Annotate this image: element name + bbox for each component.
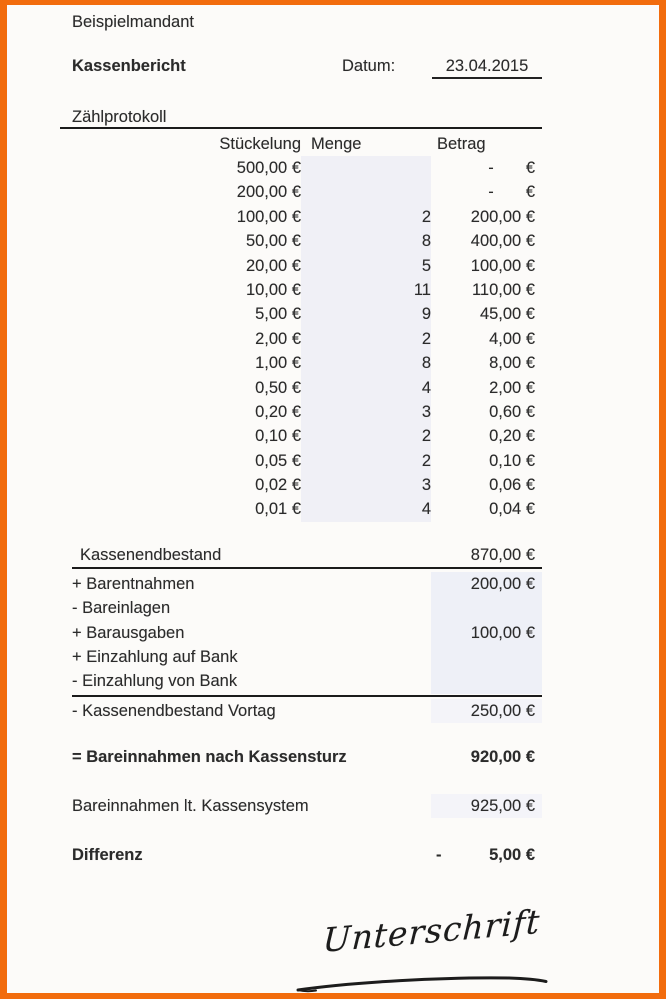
betrag-cell: 0,20 €	[489, 427, 535, 446]
row-differenz	[72, 843, 542, 867]
menge-cell: 4	[301, 497, 431, 521]
betrag-cell: 400,00 €	[470, 232, 535, 251]
row-amount: 920,00 €	[470, 748, 535, 767]
stueckelung-cell: 2,00 €	[255, 329, 301, 348]
betrag-cell: 4,00 €	[489, 329, 535, 348]
menge-cell: 9	[301, 302, 431, 326]
row-bareinlagen	[72, 596, 542, 620]
stueckelung-cell: 1,00 €	[255, 354, 301, 373]
row-amount: 925,00 €	[431, 794, 542, 818]
differenz-sign: -	[436, 845, 442, 864]
menge-cell: 8	[301, 351, 431, 375]
stueckelung-cell: 0,02 €	[255, 476, 301, 495]
stueckelung-cell: 100,00 €	[236, 207, 301, 226]
menge-cell: 5	[301, 254, 431, 278]
betrag-cell: 0,04 €	[489, 500, 535, 519]
row-bareinnahmen-kassensystem	[72, 794, 542, 818]
betrag-cell: 0,06 €	[489, 476, 535, 495]
differenz-value: 5,00 €	[489, 845, 535, 864]
row-label: Differenz	[72, 845, 143, 864]
counting-table	[72, 132, 542, 522]
row-label: Bareinnahmen lt. Kassensystem	[72, 796, 309, 815]
table-body	[72, 156, 542, 522]
betrag-cell: 110,00 €	[471, 280, 535, 299]
cash-operations-block	[72, 572, 542, 697]
betrag-cell: 0,60 €	[489, 402, 535, 421]
table-row	[72, 278, 542, 302]
betrag-cell: 2,00 €	[489, 378, 535, 397]
column-header-menge: Menge	[311, 135, 362, 153]
menge-cell: 4	[301, 376, 431, 400]
row-amount: 250,00 €	[431, 699, 542, 723]
stueckelung-cell: 0,20 €	[255, 402, 301, 421]
stueckelung-cell: 20,00 €	[245, 256, 301, 275]
betrag-cell: - €	[488, 183, 535, 202]
stueckelung-cell: 200,00 €	[236, 183, 301, 202]
row-barausgaben	[72, 621, 542, 645]
stueckelung-cell: 5,00 €	[255, 305, 301, 324]
betrag-cell: 200,00 €	[470, 207, 535, 226]
betrag-cell: - €	[488, 159, 535, 177]
stueckelung-cell: 10,00 €	[245, 280, 301, 299]
date-label: Datum:	[342, 57, 396, 75]
row-einzahlung-auf-bank	[72, 645, 542, 669]
menge-cell: 2	[301, 449, 431, 473]
client-name: Beispielmandant	[72, 13, 194, 31]
menge-cell: 8	[301, 229, 431, 253]
table-row	[72, 205, 542, 229]
row-amount: 100,00 €	[431, 621, 542, 645]
table-row	[72, 254, 542, 278]
row-amount	[431, 669, 542, 693]
row-label: + Barentnahmen	[72, 574, 195, 593]
betrag-cell: 0,10 €	[489, 451, 535, 470]
paper-sheet	[7, 5, 659, 993]
menge-cell: 3	[301, 400, 431, 424]
table-row	[72, 376, 542, 400]
row-label: + Barausgaben	[72, 623, 185, 642]
document-content	[72, 5, 542, 999]
betrag-cell: 8,00 €	[489, 354, 535, 373]
table-row	[72, 449, 542, 473]
row-barentnahmen	[72, 572, 542, 596]
table-header-row	[72, 132, 542, 156]
row-label: - Bareinlagen	[72, 599, 171, 618]
row-amount	[431, 843, 542, 867]
column-header-stueckelung: Stückelung	[219, 135, 301, 153]
row-amount: 870,00 €	[470, 545, 535, 564]
row-label: Kassenendbestand	[80, 545, 222, 564]
report-title: Kassenbericht	[72, 57, 186, 75]
menge-cell: 11	[301, 278, 431, 302]
row-amount	[431, 645, 542, 669]
stueckelung-cell: 0,01 €	[255, 500, 301, 519]
table-row	[72, 351, 542, 375]
betrag-cell: 100,00 €	[470, 256, 535, 275]
table-row	[72, 424, 542, 448]
menge-cell: 2	[301, 205, 431, 229]
stueckelung-cell: 0,05 €	[255, 451, 301, 470]
betrag-cell: 45,00 €	[479, 305, 535, 324]
date-value: 23.04.2015	[432, 57, 542, 79]
table-row	[72, 302, 542, 326]
table-row	[72, 497, 542, 521]
menge-cell	[301, 156, 431, 180]
row-einzahlung-von-bank	[72, 669, 542, 693]
row-amount: 200,00 €	[431, 572, 542, 596]
table-row	[72, 327, 542, 351]
stueckelung-cell: 0,10 €	[255, 427, 301, 446]
report-header-row	[72, 57, 542, 79]
row-kassenendbestand	[72, 544, 542, 569]
row-label: - Kassenendbestand Vortag	[72, 701, 276, 720]
signature-underline-stroke	[294, 969, 556, 995]
stueckelung-cell: 0,50 €	[255, 378, 301, 397]
table-row	[72, 400, 542, 424]
row-label: = Bareinnahmen nach Kassensturz	[72, 748, 347, 767]
menge-cell: 2	[301, 327, 431, 351]
menge-cell: 3	[301, 473, 431, 497]
section-title-zaehlprotokoll: Zählprotokoll	[60, 108, 542, 129]
table-row	[72, 473, 542, 497]
table-row	[72, 229, 542, 253]
row-amount	[431, 596, 542, 620]
stueckelung-cell: 500,00 €	[236, 159, 301, 177]
row-kassenendbestand-vortag	[72, 699, 542, 723]
handwritten-signature: Unterschrift	[322, 902, 542, 961]
menge-cell	[301, 180, 431, 204]
row-label: - Einzahlung von Bank	[72, 672, 238, 691]
table-row	[72, 180, 542, 204]
row-bareinnahmen-kassensturz	[72, 745, 542, 769]
row-label: + Einzahlung auf Bank	[72, 648, 238, 667]
signature-area	[300, 902, 556, 999]
column-header-betrag: Betrag	[437, 135, 486, 153]
menge-cell: 2	[301, 424, 431, 448]
stueckelung-cell: 50,00 €	[245, 232, 301, 251]
table-row	[72, 156, 542, 180]
